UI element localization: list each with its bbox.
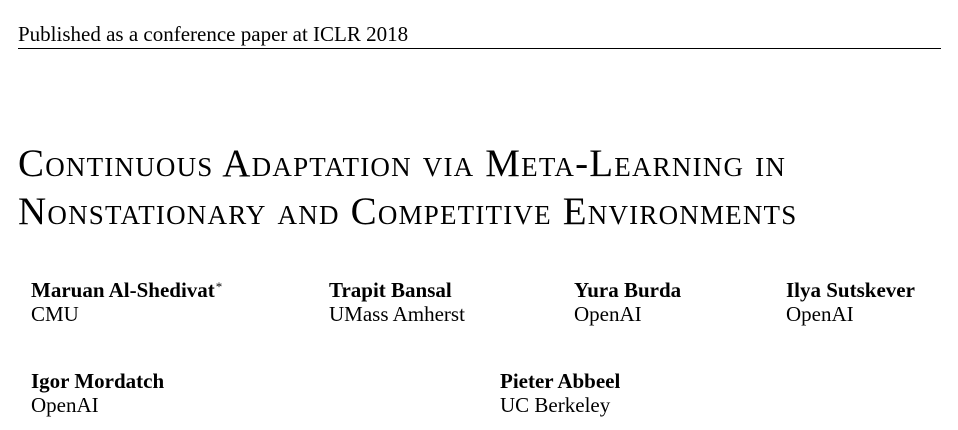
author-affiliation: CMU <box>31 302 79 326</box>
author-name: Pieter Abbeel <box>500 369 621 393</box>
author-block <box>31 278 222 326</box>
author-affiliation: OpenAI <box>574 302 642 326</box>
author-name: Yura Burda <box>574 278 682 302</box>
author-block <box>574 278 681 326</box>
author-block <box>500 369 620 417</box>
author-block <box>329 278 465 326</box>
author-name: Trapit Bansal <box>329 278 452 302</box>
running-header: Published as a conference paper at ICLR 2018 <box>18 22 409 46</box>
author-affiliation: OpenAI <box>31 393 99 417</box>
author-affiliation: UMass Amherst <box>329 302 465 326</box>
footnote-mark: * <box>215 279 223 294</box>
author-block <box>31 369 164 417</box>
author-name: Igor Mordatch <box>31 369 165 393</box>
author-affiliation: UC Berkeley <box>500 393 611 417</box>
header-rule <box>18 48 941 49</box>
author-name: Maruan Al-Shedivat* <box>31 278 223 302</box>
author-name: Ilya Sutskever <box>786 278 915 302</box>
author-affiliation: OpenAI <box>786 302 854 326</box>
author-block <box>786 278 915 326</box>
paper-title-line-1: Continuous Adaptation via Meta-Learning in <box>18 142 787 185</box>
paper-title-line-2: Nonstationary and Competitive Environments <box>18 190 798 233</box>
